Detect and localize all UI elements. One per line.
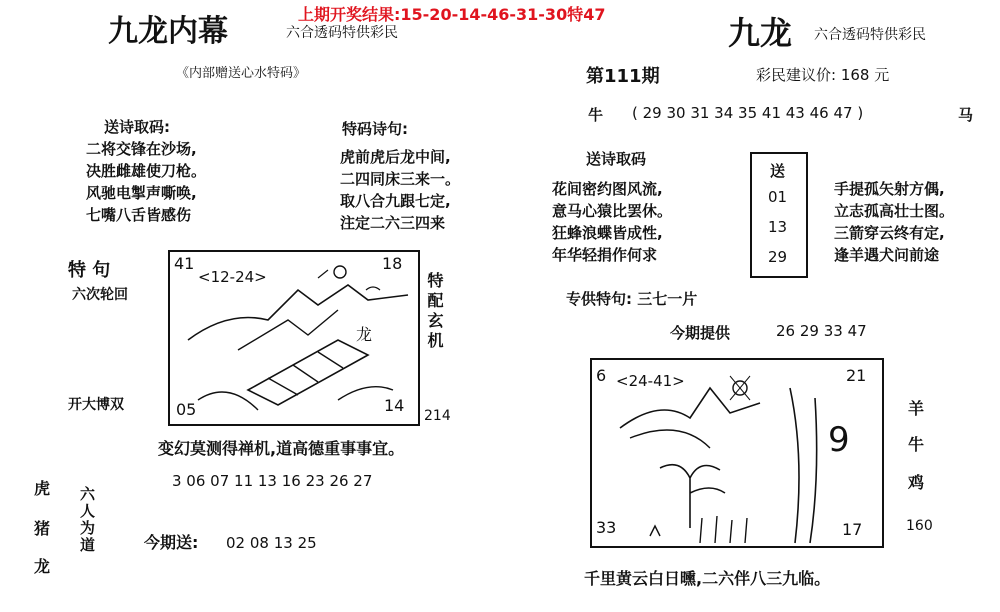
right-poem-line: 立志孤高壮士图。 (834, 202, 955, 220)
left-saying: 变幻莫测得禅机,道高德重事事宜。 (158, 439, 405, 458)
send-label: 今期送: (144, 533, 199, 552)
right-poem-line: 意马心猿比罢休。 (552, 202, 673, 220)
poem2-line: 注定二六三四来 (340, 214, 446, 232)
right-pic-tl: 6 (596, 366, 607, 385)
right-poem-line: 花间密约图风流, (552, 180, 663, 198)
special-line: 专供特句: 三七一片 (566, 290, 698, 308)
left-pic-dragon: 龙 (356, 325, 373, 344)
right-zodiac-3: 鸡 (908, 473, 925, 492)
send-box-num: 29 (768, 248, 788, 266)
right-poem-left (552, 178, 672, 266)
left-pic-tr: 18 (382, 254, 403, 273)
poem1 (86, 138, 206, 226)
side-chars: 特配玄机 (425, 272, 444, 352)
right-poem-line: 三箭穿云终有定, (834, 224, 945, 242)
teju-label: 特 句 (68, 260, 111, 281)
today-label: 今期提供 (670, 324, 731, 342)
right-poem-line: 逢羊遇犬问前途 (834, 246, 940, 264)
poem1-line: 决胜雌雄使刀枪。 (86, 162, 207, 180)
poem2-line: 虎前虎后龙中间, (340, 148, 451, 166)
right-poem-line: 手提孤矢射方偶, (834, 180, 945, 198)
send-box-num: 01 (768, 188, 788, 206)
right-zodiac-1: 羊 (908, 399, 925, 418)
left-title: 九龙内幕 (108, 14, 228, 49)
poem1-line: 七嘴八舌皆感伤 (86, 206, 192, 224)
left-zodiac-2: 猪 (34, 519, 51, 538)
niu-label: 牛 (588, 106, 604, 124)
right-title: 九龙 (728, 14, 793, 52)
right-zodiac-2: 牛 (908, 435, 925, 454)
liuren-text: 六人为道 (78, 486, 96, 554)
right-saying: 千里黄云白日曛,二六伴八三九临。 (584, 569, 831, 588)
right-poem-heading: 送诗取码 (586, 150, 647, 168)
issue-number: 第111期 (586, 66, 660, 87)
left-subtitle: 六合透码特供彩民 (286, 25, 398, 41)
poem1-line: 风驰电掣声嘶唤, (86, 184, 197, 202)
right-poem-right (834, 178, 954, 266)
gift-note: 《内部赠送心水特码》 (176, 66, 307, 81)
send-box-title: 送 (770, 162, 786, 180)
today-numbers: 26 29 33 47 (776, 322, 867, 340)
liuci-text: 六次轮回 (72, 287, 128, 303)
left-pic-bl: 05 (176, 400, 197, 419)
poem2-heading: 特码诗句: (342, 120, 408, 138)
right-pic-mid: 9 (828, 420, 850, 460)
left-pic-range: <12-24> (198, 268, 267, 286)
right-pic-range: <24-41> (616, 372, 685, 390)
poem1-line: 二将交锋在沙场, (86, 140, 197, 158)
poem2 (340, 146, 460, 234)
right-pic-br: 17 (842, 520, 863, 539)
poem2-line: 二四同床三来一。 (340, 170, 461, 188)
right-pic-tr: 21 (846, 366, 867, 385)
left-zodiac-3: 龙 (34, 557, 51, 576)
send-box-num: 13 (768, 218, 788, 236)
kaida-text: 开大博双 (68, 397, 124, 413)
right-poem-line: 狂蜂浪蝶皆成性, (552, 224, 663, 242)
ma-label: 马 (958, 106, 974, 124)
right-pic-bl: 33 (596, 518, 617, 537)
right-side-num: 160 (906, 518, 933, 534)
left-pic-tl: 41 (174, 254, 195, 273)
niu-numbers: ( 29 30 31 34 35 41 43 46 47 ) (632, 104, 864, 122)
left-numbers: 3 06 07 11 13 16 23 26 27 (172, 472, 373, 490)
left-pic-br: 14 (384, 396, 405, 415)
poem1-heading: 送诗取码: (104, 118, 170, 136)
left-side-num: 214 (424, 408, 451, 424)
send-numbers: 02 08 13 25 (226, 534, 317, 552)
last-draw-banner: 上期开奖结果:15-20-14-46-31-30特47 (298, 5, 606, 24)
right-poem-line: 年华轻捐作何求 (552, 246, 658, 264)
poem2-line: 取八合九跟七定, (340, 192, 451, 210)
left-zodiac-1: 虎 (34, 479, 51, 498)
price: 彩民建议价: 168 元 (756, 66, 890, 84)
right-subtitle: 六合透码特供彩民 (814, 27, 926, 43)
